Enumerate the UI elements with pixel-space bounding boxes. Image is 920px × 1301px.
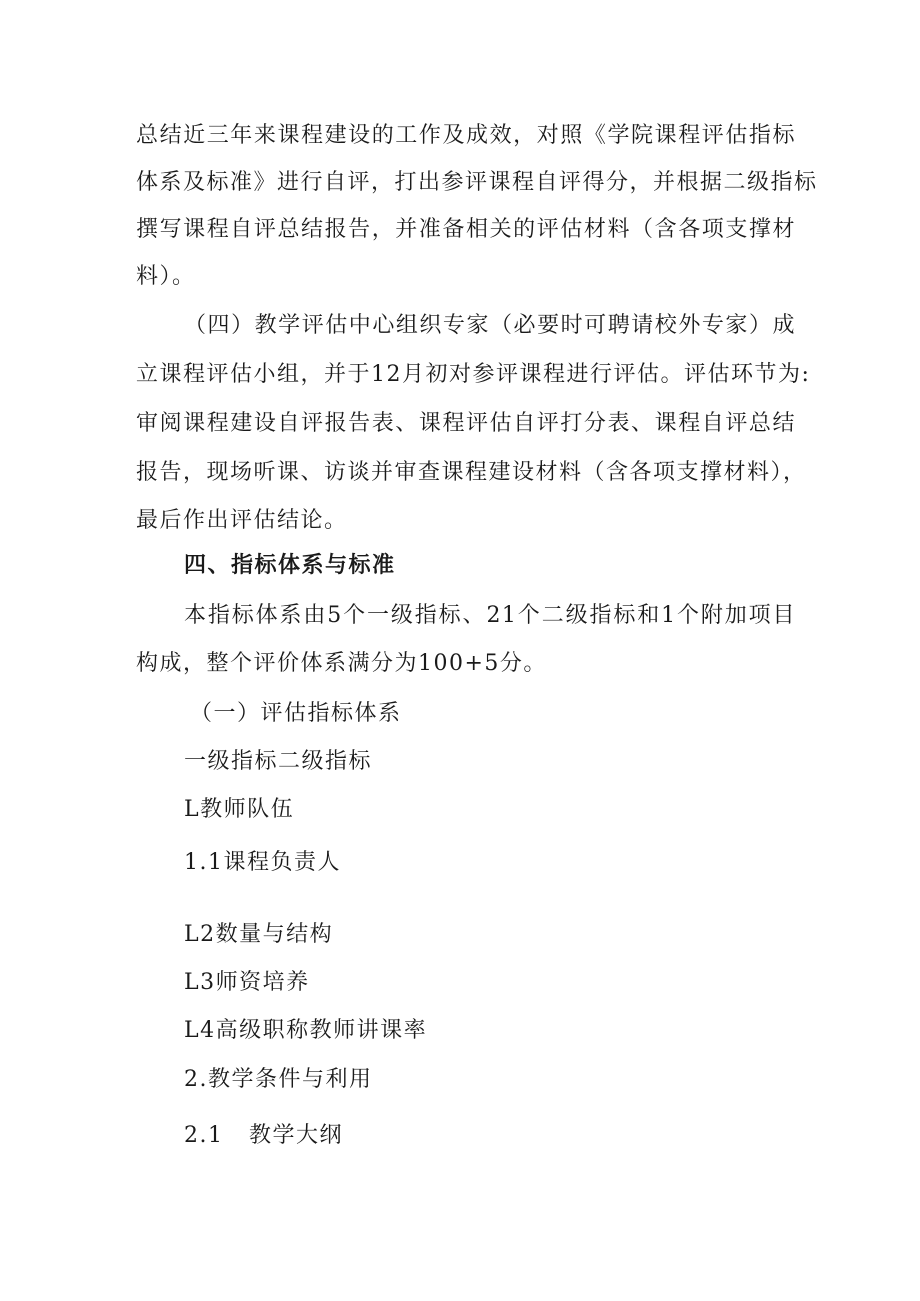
list-item: L4高级职称教师讲课率 bbox=[184, 1018, 428, 1043]
list-item: 2.1 教学大纲 bbox=[184, 1123, 343, 1148]
paragraph-4-line-4: 报告，现场听课、访谈并审查课程建设材料（含各项支撑材料）， bbox=[136, 460, 807, 485]
list-item: 2.教学条件与利用 bbox=[184, 1067, 373, 1092]
table-header: 一级指标二级指标 bbox=[184, 749, 373, 774]
list-item: L3师资培养 bbox=[184, 970, 310, 995]
intro-line-2: 构成，整个评价体系满分为100+5分。 bbox=[136, 651, 547, 676]
paragraph-3-line-4: 料）。 bbox=[136, 264, 196, 289]
section-heading: 四、指标体系与标准 bbox=[184, 553, 396, 578]
intro-line-1: 本指标体系由5个一级指标、21个二级指标和1个附加项目 bbox=[184, 603, 796, 628]
list-item: 1.1课程负责人 bbox=[184, 850, 341, 875]
list-item: L教师队伍 bbox=[184, 797, 295, 822]
paragraph-3-line-1: 总结近三年来课程建设的工作及成效，对照《学院课程评估指标 bbox=[136, 123, 796, 148]
subheading: （一）评估指标体系 bbox=[190, 701, 402, 726]
paragraph-3-line-3: 撰写课程自评总结报告，并准备相关的评估材料（含各项支撑材 bbox=[136, 217, 796, 242]
list-item: L2数量与结构 bbox=[184, 922, 334, 947]
paragraph-4-line-3: 审阅课程建设自评报告表、课程评估自评打分表、课程自评总结 bbox=[136, 411, 796, 436]
paragraph-4-line-2: 立课程评估小组，并于12月初对参评课程进行评估。评估环节为: bbox=[136, 362, 811, 387]
paragraph-3-line-2: 体系及标准》进行自评，打出参评课程自评得分，并根据二级指标 bbox=[136, 170, 818, 195]
paragraph-4-line-5: 最后作出评估结论。 bbox=[136, 508, 348, 533]
paragraph-4-line-1: （四）教学评估中心组织专家（必要时可聘请校外专家）成 bbox=[184, 313, 796, 338]
